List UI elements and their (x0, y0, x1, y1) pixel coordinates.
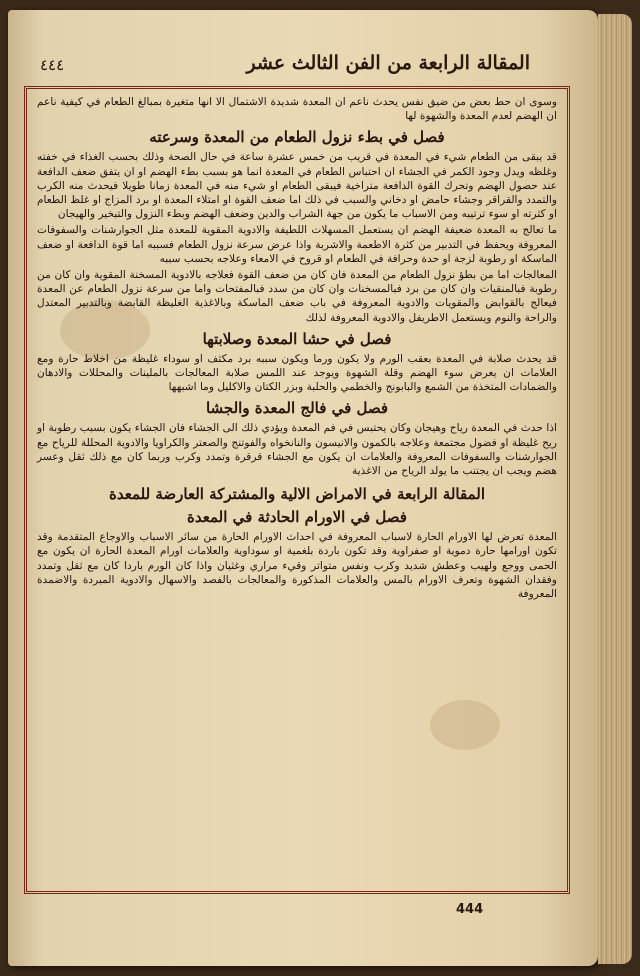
page-body (37, 95, 557, 601)
paragraph: قد يبقى من الطعام شيء في المعدة في قريب من خمس عشرة ساعة في حال الصحة وذلك بحسب الغذاء في خفته وغلظه ويدل وجود الكمر في الجشاء ان احتباس الطعام في المعدة انما هو بسبب بطء الهضم او ان يتفق ضعف الدافعة عند حصول الهضم وتحرك القوة الدافعة متراخية فيبقى الطعام او شيء منه في المعدة زمانا طويلا فيحدث منه الكرب والتمدد والقراقر وجشاء حامض او دخاني والسبب في ذلك اما ضعف القوة او امتلاء المعدة او برد المزاج او غلظ الطعام او كثرته او سوء ترتيبه ومن الاسباب ما يكون من جهة الشراب والدين وضعف الهضم وبطء النزول والتبخير والهيجان (37, 151, 557, 221)
paragraph: ما تعالج به المعدة ضعيفة الهضم ان يستعمل المسهلات اللطيفة والادوية المقوية للمعدة مثل الجوارشنات والسفوفات المعروفة ويحفظ في التدبير من كثرة الاطعمة والاشربة واذا عرض سرعة نزول الطعام فسببه اما قوة الدافعة او ضعف الماسكة او رطوبة لزجة او حدة وحرافة في الطعام او قروح في الامعاء وعلاجه بحسب سببه (37, 224, 557, 265)
page-number: 444 (456, 902, 484, 917)
paragraph: المعدة تعرض لها الاورام الحارة لاسباب المعروفة في احداث الاورام الحارة من سائر الاسباب والاوجاع المتقدمة وقد تكون اورامها حارة دموية او صفراوية وقد تكون باردة بلغمية او سوداوية والعلامات اورام المعدة الحارة ان يكون مع الحمى ووجع ولهيب وعطش شديد وكرب ونفس متواتر وقيء مراري وغثيان واذا كان الورم باردا كان مع ثقل وتمدد وفقدان الشهوة وتعرف الاورام بالمس والعلامات المذكورة والمعالجات بالفصد والاسهال والادوية المبردة والاضمدة المعروفة (37, 531, 557, 601)
section-heading: فصل في الاورام الحادثة في المعدة (187, 508, 407, 527)
section-heading: فصل في فالج المعدة والجشا (205, 399, 389, 418)
section-heading: فصل في حشا المعدة وصلابتها (202, 329, 392, 348)
text-frame (24, 86, 570, 894)
paragraph: قد يحدث صلابة في المعدة بعقب الورم ولا يكون ورما ويكون سببه برد مكثف او سوداء غليظة من اخلاط حارة ومع العلامات ان يعرض سوء الهضم وقلة الشهوة ويوجد عند اللمس صلابة المعالجات بالملينات والمحللات والادهان والضمادات المتخذة من الشمع والبابونج والخطمي والحلبة وبزر الكتان والاكليل وما اشبهها (37, 352, 557, 394)
book-page-edges (598, 14, 632, 964)
section-heading: فصل في بطء نزول الطعام من المعدة وسرعته (149, 128, 445, 147)
running-title: المقالة الرابعة من الفن الثالث عشر (246, 52, 530, 74)
page-number-arabic: ٤٤٤ (40, 56, 65, 74)
chapter-heading: المقالة الرابعة في الامراض الالية والمشتركة العارضة للمعدة (108, 485, 485, 504)
paragraph: وسوى ان حط بعض من ضيق نفس يحدث ناعم ان المعدة شديدة الاشتمال الا انها متغيرة بمبالغ الطعام في كيفية ناعم ان الهضم لعدم المعدة والشهوة لها (37, 96, 557, 123)
paragraph: المعالجات اما من بطؤ نزول الطعام من المعدة فان كان من ضعف القوة فعلاجه بالادوية المسخنة المقوية وان كان من رطوبة فبالمنقيات وان كان من برد فبالمسخنات وان كان من سدد فبالمفتحات واما من سرعة نزول الطعام عن المعدة فيعالج بالقوابض والمقويات والادوية المعروفة في باب ضعف الماسكة وبالاغذية الغليظة القابضة وبالتدبير المعتدل والراحة والنوم ويستعمل الاطريفل والادوية المعروفة لذلك (37, 269, 557, 324)
paragraph: اذا حدث في المعدة رياح وهيجان وكان يحتبس في فم المعدة ويؤدي ذلك الى الجشاء فان الجشاء يكون بسبب رطوبة او ريح غليظة او فضول مجتمعة وعلاجه بالكمون والانيسون والنانخواه والفوتنج والصعتر والكراويا والادوية المحللة للرياح مع الجوارشنات والسفوفات المعروفة والعلامات ان يكون مع الجشاء قرقرة وتمدد وكرب وربما كان مع ذلك ثقل وعسر هضم ويجب ان يجتنب ما يولد الرياح من الاغذية (37, 422, 557, 478)
page-header (40, 52, 600, 86)
